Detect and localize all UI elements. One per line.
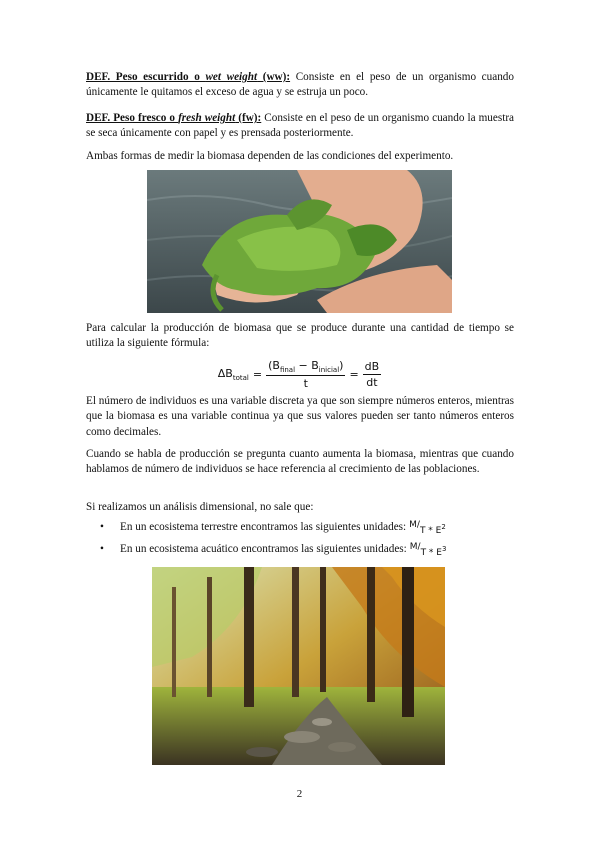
paragraph-discrete-continuous: El número de individuos es una variable discreta ya que son siempre números enteros, mientras que la biomasa es una variable continua ya que sus valores pueden ser tanto números enteros como decimales. bbox=[86, 395, 514, 438]
paragraph-dimensional-analysis: Si realizamos un análisis dimensional, no sale que: bbox=[86, 501, 314, 513]
seaweed-photo bbox=[147, 170, 452, 313]
paragraph-formula-intro: Para calcular la producción de biomasa que se produce durante una cantidad de tiempo se utiliza la siguiente fórmula: bbox=[86, 322, 514, 350]
list-item: • En un ecosistema terrestre encontramos las siguientes unidades: $M/T * E^2$ bbox=[100, 520, 520, 542]
paragraph-biomass-conditions: Ambas formas de medir la biomasa dependen de las condiciones del experimento. bbox=[86, 150, 454, 162]
units-list bbox=[100, 520, 520, 564]
definition-wet-weight: DEF. Peso escurrido o wet weight (ww): Consiste en el peso de un organismo cuando únicamente le quitamos el exceso de agua y se estruja un poco. bbox=[86, 71, 514, 99]
definition-fresh-weight: DEF. Peso fresco o fresh weight (fw): Consiste en el peso de un organismo cuando la muestra se seca únicamente con papel y es prensada posteriormente. bbox=[86, 112, 515, 140]
unit-expression: $M/T * E^3$ bbox=[409, 542, 447, 558]
paragraph-production: Cuando se habla de producción se pregunta cuanto aumenta la biomasa, mientras que cuando hablamos de número de individuos se hace referencia al crecimiento de las poblaciones. bbox=[86, 448, 514, 476]
forest-photo bbox=[152, 567, 445, 765]
list-item: • En un ecosistema acuático encontramos las siguientes unidades: $M/T * E^3$ bbox=[100, 542, 520, 564]
unit-expression: $M/T * E^2$ bbox=[409, 520, 446, 536]
biomass-formula: $\Delta B_{total}$ = $\frac{(B_{final} - B_{inicial})}{t}$ = $\frac{dB}{dt}$ bbox=[217, 359, 380, 391]
page-number: 2 bbox=[296, 788, 303, 800]
